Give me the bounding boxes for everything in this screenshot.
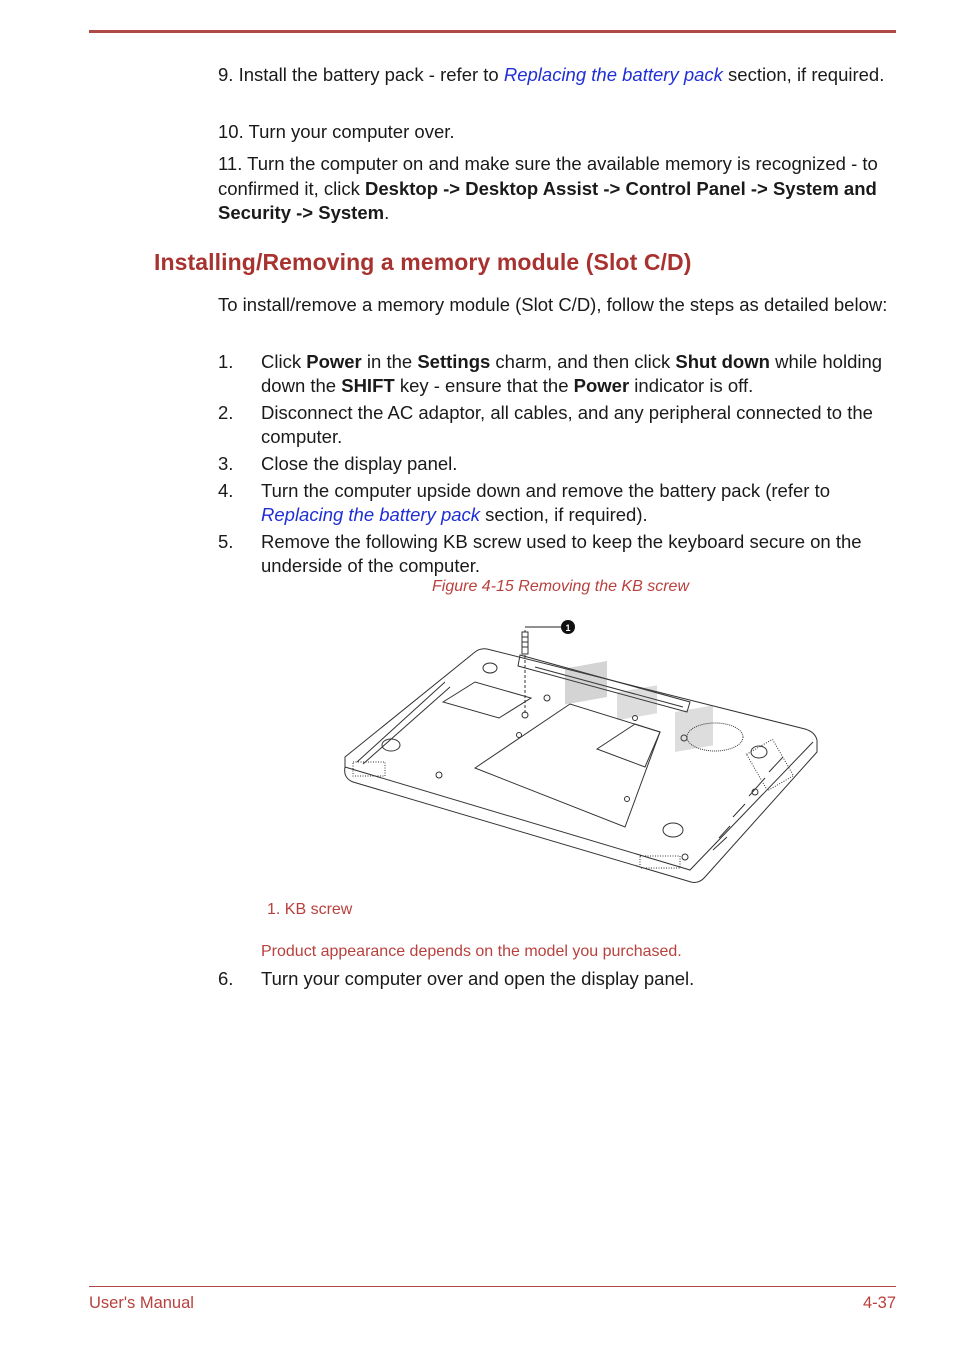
list-item-step-1: [218, 350, 898, 398]
step-number: 4.: [218, 480, 234, 501]
step-11-text-a: 11. Turn the computer on and make sure the available memory is recognized - to confirmed it, click: [218, 153, 878, 199]
steps-list: [218, 350, 898, 581]
laptop-underside-illustration: [335, 612, 825, 897]
header-rule: [89, 30, 896, 33]
footer-rule: [89, 1286, 896, 1287]
list-item-step-6: [218, 967, 941, 991]
step-11-menu-path: Desktop -> Desktop Assist -> Control Panel -> System and Security -> System: [218, 177, 877, 223]
step-9-text-b: section, if required.: [722, 64, 885, 85]
step-number: 6.: [218, 968, 234, 989]
step-number: 5.: [218, 531, 234, 552]
step-text: Remove the following KB screw used to keep the keyboard secure on the underside of the computer.: [261, 531, 862, 576]
step-9-paragraph: [218, 63, 898, 88]
replacing-battery-link-2[interactable]: Replacing the battery pack: [261, 504, 481, 525]
figure-legend: 1. KB screw: [267, 901, 353, 918]
footer-page-number: 4-37: [862, 1294, 896, 1312]
callout-number: 1: [565, 623, 571, 633]
step-text: Disconnect the AC adaptor, all cables, and any peripheral connected to the computer.: [261, 402, 873, 447]
figure-caption: Figure 4-15 Removing the KB screw: [432, 578, 689, 595]
step-11-paragraph: [218, 152, 898, 226]
step-number: 3.: [218, 453, 234, 474]
step-11-text-b: .: [384, 202, 390, 223]
step-text: Turn your computer over and open the display panel.: [261, 968, 695, 989]
list-item-step-4: [218, 479, 898, 527]
step-number: 1.: [218, 351, 234, 372]
step-text: Turn the computer upside down and remove the battery pack (refer to Replacing the battery pack section, if required).: [261, 480, 831, 525]
appearance-note: Product appearance depends on the model you purchased.: [261, 943, 682, 960]
step-9-text-a: 9. Install the battery pack - refer to: [218, 64, 504, 85]
section-heading: Installing/Removing a memory module (Slot C/D): [154, 249, 692, 275]
step-number: 2.: [218, 402, 234, 423]
list-item-step-3: [218, 452, 898, 476]
list-item-step-2: [218, 401, 898, 449]
step-text: Click Power in the Settings charm, and then click Shut down while holding down the SHIFT key - ensure that the Power indicator is off.: [261, 351, 883, 396]
step-text: Close the display panel.: [261, 453, 458, 474]
section-intro: To install/remove a memory module (Slot C/D), follow the steps as detailed below:: [218, 294, 888, 315]
list-item-step-5: [218, 530, 898, 578]
kb-screw-icon: [522, 632, 528, 654]
step-10-paragraph: 10. Turn your computer over.: [218, 121, 455, 142]
replacing-battery-link[interactable]: Replacing the battery pack: [503, 64, 723, 85]
footer-manual-title: User's Manual: [89, 1294, 194, 1312]
